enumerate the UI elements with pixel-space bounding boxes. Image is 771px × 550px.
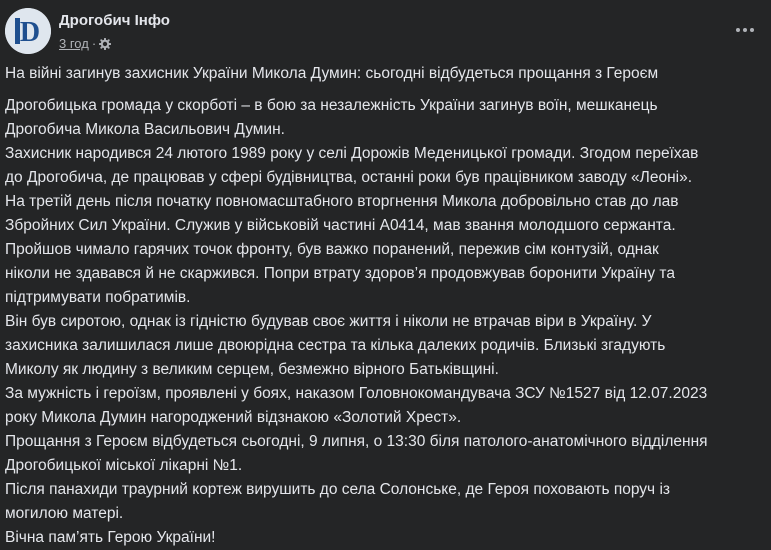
post-header — [5, 8, 765, 56]
meta-separator: · — [91, 36, 97, 51]
post-line: Дрогобицька громада у скорботі – в бою за незалежність України загинув воїн, мешканець — [5, 97, 658, 114]
post-line: Захисник народився 24 лютого 1989 року у селі Дорожів Меденицької громади. Згодом переїхав — [5, 145, 699, 162]
post-line: Миколу як людину з великим серцем, безмежно вірного Батьківщині. — [5, 361, 499, 378]
post-line: Прощання з Героєм відбудеться сьогодні, 9 липня, о 13:30 біля патолого-анатомічного відділення — [5, 433, 708, 450]
post-line: Дрогобицької міської лікарні №1. — [5, 457, 243, 474]
post-line: Збройних Сил України. Служив у військовій частині А0414, мав звання молодшого сержанта. — [5, 217, 676, 234]
more-options-button[interactable] — [731, 18, 759, 42]
page-avatar[interactable] — [5, 8, 51, 54]
more-dots-icon — [735, 27, 755, 33]
post-line: захисника залишилася лише двоюрідна сестра та кілька далеких родичів. Близькі згадують — [5, 337, 666, 354]
post-line: підтримувати побратимів. — [5, 289, 191, 306]
post-line: Після панахиди траурний кортеж вирушить до села Солонське, де Героя поховають поруч із — [5, 481, 670, 498]
post-line: Пройшов чимало гарячих точок фронту, був важко поранений, пережив сім контузій, однак — [5, 241, 659, 258]
page-logo-icon — [5, 8, 51, 54]
post-line: ніколи не здавався й не скаржився. Попри втрату здоров’я продовжував боронити Україну та — [5, 265, 675, 282]
avatar-letter: D — [19, 17, 41, 48]
post-text — [5, 62, 765, 550]
post-headline: На війні загинув захисник України Микола Думин: сьогодні відбудеться прощання з Героєм — [5, 65, 659, 82]
post-timestamp[interactable]: 3 год — [59, 36, 89, 51]
post-line: до Дрогобича, де працював у сфері будівництва, останні роки був працівником заводу «Леоні». — [5, 169, 693, 186]
post-line: могилою матері. — [5, 505, 124, 522]
post-line: року Микола Думин нагороджений відзнакою «Золотий Хрест». — [5, 409, 462, 426]
post-line: На третій день після початку повномасштабного вторгнення Микола добровільно став до лав — [5, 193, 679, 210]
post-line: Вічна пам’ять Герою України! — [5, 529, 216, 546]
post-line: Дрогобича Микола Васильович Думин. — [5, 121, 285, 138]
globe-gear-icon[interactable] — [99, 38, 111, 50]
page-name[interactable]: Дрогобич Інфо — [59, 12, 170, 29]
post-line: Він був сиротою, однак із гідністю будував своє життя і ніколи не втрачав віри в Україну. У — [5, 313, 652, 330]
post-meta — [59, 36, 111, 51]
post-line: За мужність і героїзм, проявлені у боях, наказом Головнокомандувача ЗСУ №1527 від 12.07.2023 — [5, 385, 708, 402]
